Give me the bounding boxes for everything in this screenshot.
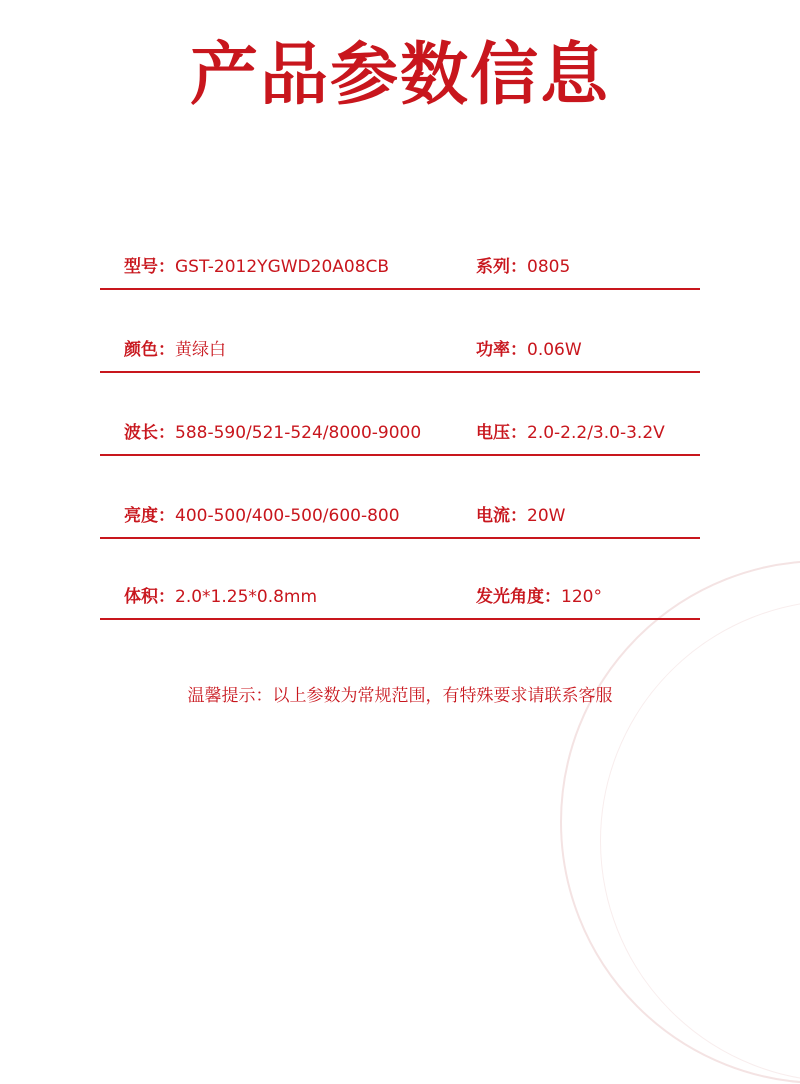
spec-model <box>124 256 389 278</box>
row-divider <box>100 454 700 456</box>
spec-value: 588-590/521-524/8000-9000 <box>175 423 422 443</box>
spec-label: 体积： <box>124 587 175 607</box>
spec-value: 120° <box>561 587 602 607</box>
spec-size <box>124 586 317 608</box>
spec-label: 型号： <box>124 257 175 277</box>
spec-row-size <box>100 580 700 620</box>
spec-current <box>476 505 565 527</box>
spec-angle <box>476 586 602 608</box>
spec-wavelength <box>124 422 421 444</box>
spec-value: 2.0-2.2/3.0-3.2V <box>527 423 665 443</box>
spec-label: 电流： <box>476 506 527 526</box>
spec-brightness <box>124 505 400 527</box>
spec-row-brightness <box>100 499 700 539</box>
spec-label: 发光角度： <box>476 587 561 607</box>
spec-label: 功率： <box>476 340 527 360</box>
spec-row-color <box>100 333 700 373</box>
spec-value: 0.06W <box>527 340 582 360</box>
spec-color <box>124 339 226 361</box>
spec-value: 0805 <box>527 257 571 277</box>
spec-value: 400-500/400-500/600-800 <box>175 506 400 526</box>
spec-power <box>476 339 582 361</box>
spec-voltage <box>476 422 665 444</box>
footnote: 温馨提示：以上参数为常规范围，有特殊要求请联系客服 <box>187 686 613 706</box>
spec-label: 颜色： <box>124 340 175 360</box>
row-divider <box>100 288 700 290</box>
row-divider <box>100 537 700 539</box>
spec-series <box>476 256 570 278</box>
spec-label: 亮度： <box>124 506 175 526</box>
row-divider <box>100 371 700 373</box>
spec-label: 波长： <box>124 423 175 443</box>
spec-value: 黄绿白 <box>175 340 226 360</box>
spec-label: 系列： <box>476 257 527 277</box>
spec-row-model <box>100 250 700 290</box>
row-divider <box>100 618 700 620</box>
page-title: 产品参数信息 <box>189 36 610 115</box>
spec-value: 2.0*1.25*0.8mm <box>175 587 318 607</box>
spec-label: 电压： <box>476 423 527 443</box>
spec-value: 20W <box>527 506 566 526</box>
spec-value: GST-2012YGWD20A08CB <box>175 257 390 277</box>
spec-row-wavelength <box>100 416 700 456</box>
